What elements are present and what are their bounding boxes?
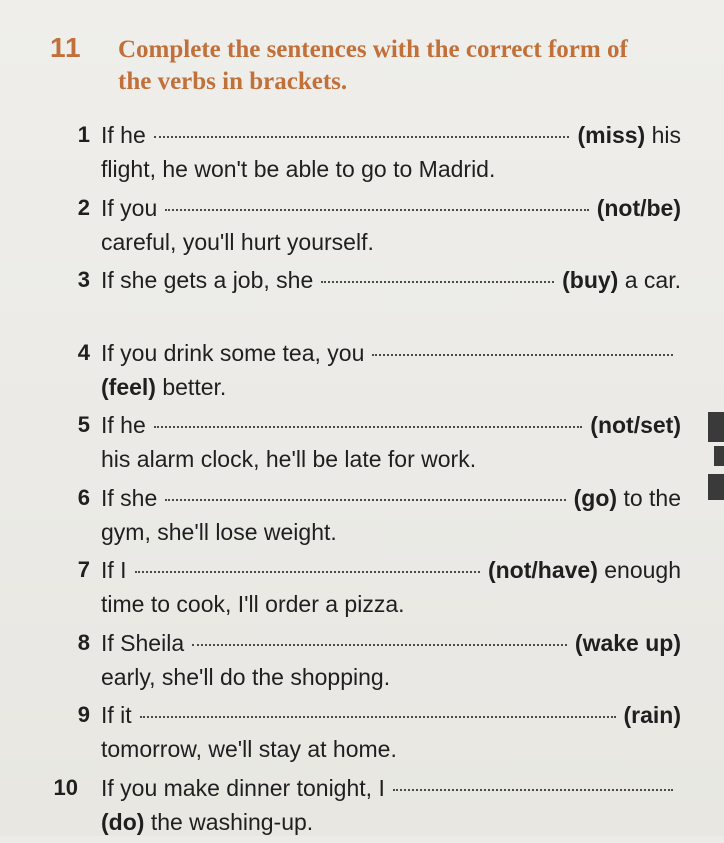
sentence-start: If you [101, 191, 157, 225]
sentence-end: the washing-up. [151, 809, 313, 835]
sentence-line-2 [101, 587, 681, 621]
verb-prompt: (not/set) [590, 408, 681, 442]
answer-blank[interactable] [135, 571, 480, 573]
exercise-instruction: Complete the sentences with the correct form of the verbs in brackets. [118, 34, 658, 98]
sentence-end: flight, he won't be able to go to Madrid. [101, 156, 495, 182]
sentence-list [0, 118, 724, 843]
page-edge-mark [708, 474, 724, 500]
sentence-line-1 [101, 771, 681, 805]
sentence-line-1 [101, 336, 681, 370]
sentence-line-2 [101, 515, 681, 549]
sentence-start: If it [101, 698, 132, 732]
verb-prompt: (miss) [577, 118, 645, 152]
sentence-start: If he [101, 118, 146, 152]
verb-prompt: (not/be) [597, 191, 681, 225]
item-number: 10 [48, 771, 78, 805]
exercise-item [0, 118, 724, 191]
sentence-end: careful, you'll hurt yourself. [101, 229, 374, 255]
sentence-line-1 [101, 118, 681, 152]
item-number: 8 [60, 626, 90, 660]
sentence-end: time to cook, I'll order a pizza. [101, 591, 405, 617]
sentence-end: gym, she'll lose weight. [101, 519, 337, 545]
answer-blank[interactable] [154, 426, 583, 428]
answer-blank[interactable] [372, 354, 673, 356]
item-number: 4 [60, 336, 90, 370]
page-edge-mark [708, 412, 724, 442]
sentence-line-1 [101, 698, 681, 732]
sentence-line-2 [101, 442, 681, 476]
verb-prompt: (do) [101, 809, 144, 835]
verb-prompt: (buy) [562, 263, 618, 297]
item-number: 2 [60, 191, 90, 225]
sentence-continuation: his [652, 118, 681, 152]
answer-blank[interactable] [165, 499, 565, 501]
verb-prompt: (feel) [101, 374, 156, 400]
sentence-continuation: enough [604, 553, 681, 587]
item-number: 9 [60, 698, 90, 732]
sentence-start: If he [101, 408, 146, 442]
answer-blank[interactable] [321, 281, 554, 283]
exercise-item [0, 191, 724, 264]
sentence-end: early, she'll do the shopping. [101, 664, 390, 690]
exercise-item [0, 771, 724, 843]
verb-prompt: (go) [574, 481, 617, 515]
sentence-start: If she [101, 481, 157, 515]
exercise-item [0, 336, 724, 409]
answer-blank[interactable] [140, 716, 616, 718]
sentence-end: tomorrow, we'll stay at home. [101, 736, 397, 762]
verb-prompt: (not/have) [488, 553, 598, 587]
exercise-item [0, 698, 724, 771]
sentence-continuation: a car. [625, 263, 681, 297]
sentence-start: If she gets a job, she [101, 263, 313, 297]
sentence-start: If you drink some tea, you [101, 336, 364, 370]
item-number: 5 [60, 408, 90, 442]
sentence-line-1 [101, 263, 681, 297]
sentence-continuation: to the [623, 481, 681, 515]
sentence-line-1 [101, 626, 681, 660]
item-number: 7 [60, 553, 90, 587]
sentence-start: If Sheila [101, 626, 184, 660]
answer-blank[interactable] [192, 644, 567, 646]
sentence-line-2 [101, 152, 681, 186]
sentence-line-2 [101, 732, 681, 766]
exercise-item [0, 481, 724, 554]
item-number: 1 [60, 118, 90, 152]
answer-blank[interactable] [393, 789, 673, 791]
sentence-line-1 [101, 191, 681, 225]
sentence-end: his alarm clock, he'll be late for work. [101, 446, 476, 472]
answer-blank[interactable] [154, 136, 570, 138]
sentence-start: If you make dinner tonight, I [101, 771, 385, 805]
item-number: 6 [60, 481, 90, 515]
sentence-line-2 [101, 805, 681, 839]
sentence-line-2 [101, 370, 681, 404]
answer-blank[interactable] [165, 209, 588, 211]
sentence-line-2 [101, 660, 681, 694]
page-edge-mark [714, 446, 724, 466]
sentence-line-2 [101, 225, 681, 259]
sentence-line-1 [101, 481, 681, 515]
sentence-line-1 [101, 408, 681, 442]
exercise-item [0, 553, 724, 626]
sentence-end: better. [162, 374, 226, 400]
item-number: 3 [60, 263, 90, 297]
verb-prompt: (rain) [624, 698, 682, 732]
exercise-number: 11 [50, 32, 82, 64]
exercise-item [0, 626, 724, 699]
exercise-item [0, 408, 724, 481]
sentence-line-1 [101, 553, 681, 587]
verb-prompt: (wake up) [575, 626, 681, 660]
exercise-item [0, 263, 724, 336]
sentence-start: If I [101, 553, 127, 587]
